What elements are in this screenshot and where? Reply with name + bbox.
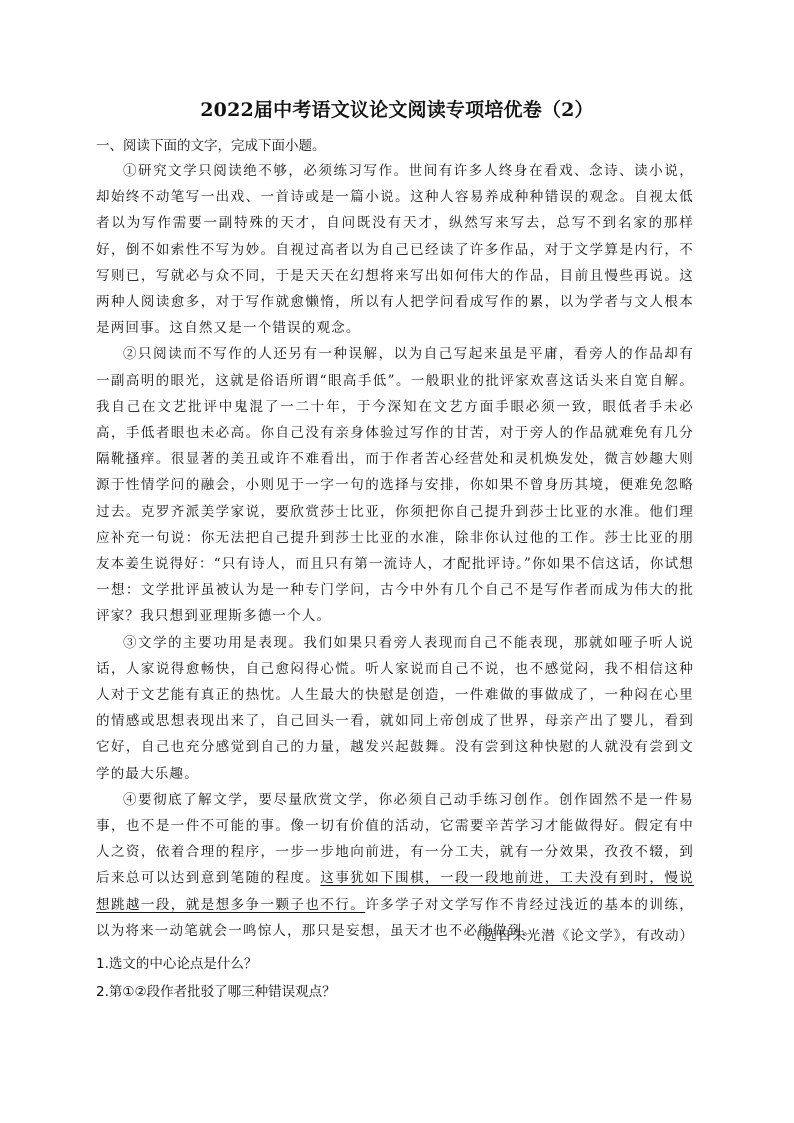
paragraph-4 [96, 787, 694, 944]
paragraph-3: ③文学的主要功用是表现。我们如果只看旁人表现而自己不能表现，那就如哑子听人说话，人家说得愈畅快，自己愈闷得心慌。听人家说而自己不说，也不感觉闷，我不相信这种人对于文艺能有真正的热忱。人生最大的快慰是创造，一件难做的事做成了，一种闷在心里的情感或思想表现出来了，自己回头一看，就如同上帝创成了世界，母亲产出了婴儿，看到它好，自己也充分感觉到自己的力量，越发兴起鼓舞。没有尝到这种快慰的人就没有尝到文学的最大乐趣。 [96, 634, 694, 782]
section-heading: 一、阅读下面的文字，完成下面小题。 [96, 138, 326, 154]
question-1: 1.选文的中心论点是什么？ [96, 956, 258, 972]
paragraph-1: ①研究文学只阅读绝不够，必须练习写作。世间有许多人终身在看戏、念诗、读小说，却始终不动笔写一出戏、一首诗或是一篇小说。这种人容易养成种种错误的观念。自视太低者以为写作需要一副特殊的天才，自问既没有天才，纵然写来写去，总写不到名家的那样好，倒不如索性不写为妙。自视过高者以为自己已经读了许多作品，对于文学算是内行，不写则已，写就必与众不同，于是天天在幻想将来写出如何伟大的作品，目前且慢些再说。这两种人阅读愈多，对于写作就愈懒惰，所以有人把学问看成写作的累，以为学者与文人根本是两回事。这自然又是一个错误的观念。 [96, 163, 694, 337]
paragraph-2: ②只阅读而不写作的人还另有一种误解，以为自己写起来虽是平庸，看旁人的作品却有一副高明的眼光，这就是俗语所谓“眼高手低”。一般职业的批评家欢喜这话头来自宽自解。我自己在文艺批评中鬼混了一二十年，于今深知在文艺方面手眼必须一致，眼低者手未必高，手低者眼也未必高。你自己没有亲身体验过写作的甘苦，对于旁人的作品就难免有几分隔靴搔痒。很显著的美丑或许不难看出，而于作者苦心经营处和灵机焕发处，微言妙趣大则源于性情学问的融会，小则见于一字一句的选择与安排，你如果不曾身历其境，便难免忽略过去。克罗齐派美学家说，要欣赏莎士比亚，你须把你自己提升到莎士比亚的水准。他们理应补充一句说：你无法把自己提升到莎士比亚的水准，除非你认过他的工作。莎士比亚的朋友本姜生说得好：“只有诗人，而且只有第一流诗人，才配批评诗。”你如果不信这话，你试想一想：文学批评虽被认为是一种专门学问，古今中外有几个自己不是写作者而成为伟大的批评家？我只想到亚理斯多德一个人。 [96, 346, 694, 625]
passage [96, 158, 694, 944]
paragraph-4-part-1: ④要彻底了解文学，要尽量欣赏文学，你必须自己动手练习创作。创作固然不是一件易事，也不是一件不可能的事。像一切有价值的活动，它需要辛苦学习才能做得好。假定有中人之资，依着合理的程序，一步一步地向前进，有一分工夫，就有一分效果，孜孜不辍，到后来总可以达到意到笔随的程度。 [96, 791, 694, 887]
paragraph-4-part-2: 许多学子对文学写作不肯经过浅近的基本的训练，以为将来一动笔就会一鸣惊人，那只是妄想，虽天才也不必能做到。 [96, 896, 694, 939]
question-2: 2.第①②段作者批驳了哪三种错误观点？ [96, 984, 336, 1000]
document-title: 2022届中考语文议论文阅读专项培优卷（2） [200, 99, 594, 121]
underlined-sentence: 这事犹如下围棋，一段一段地前进，工夫没有到时，慢说想跳越一段，就是想多争一颗子也不行。 [96, 870, 695, 913]
source-citation: （选自朱光潜《论文学》，有改动） [468, 928, 694, 944]
